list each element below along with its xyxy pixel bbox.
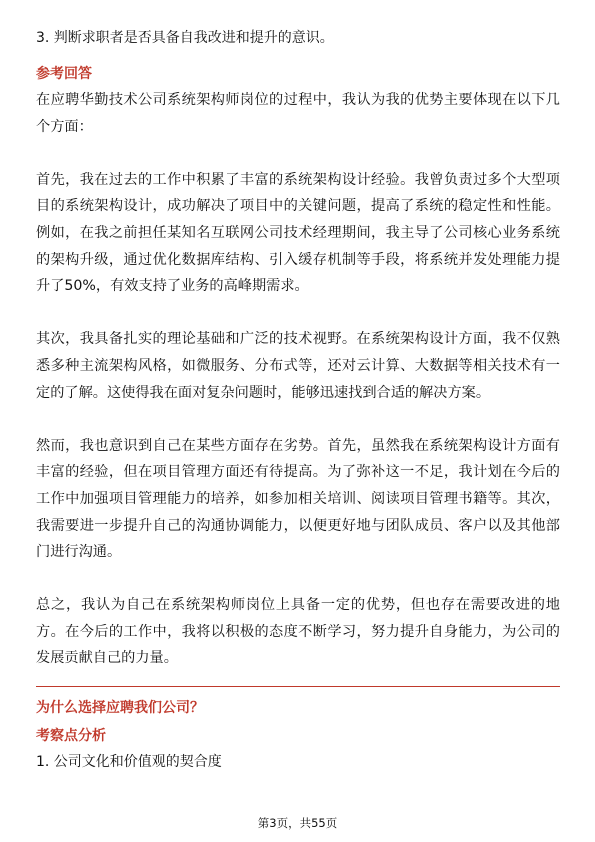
next-question-heading: 为什么选择应聘我们公司？: [36, 700, 204, 717]
analysis-heading: 考察点分析: [36, 728, 106, 745]
answer-paragraph-second: 其次，我具备扎实的理论基础和广泛的技术视野。在系统架构设计方面，我不仅熟悉多种主流架构风格，如微服务、分布式等，还对云计算、大数据等相关技术有一定的了解。这使得我在面对复杂问题时，能够迅速找到合适的解决方案。: [36, 331, 560, 401]
page-footer: 第3页，共55页: [257, 816, 338, 830]
answer-paragraph-weakness: 然而，我也意识到自己在某些方面存在劣势。首先，虽然我在系统架构设计方面有丰富的经验，但在项目管理方面还有待提高。为了弥补这一不足，我计划在今后的工作中加强项目管理能力的培养，如参加相关培训、阅读项目管理书籍等。其次，我需要进一步提升自己的沟通协调能力，以便更好地与团队成员、客户以及其他部门进行沟通。: [36, 437, 560, 561]
section-divider: [36, 686, 560, 687]
answer-paragraph-first: 首先，我在过去的工作中积累了丰富的系统架构设计经验。我曾负责过多个大型项目的系统架构设计，成功解决了项目中的关键问题，提高了系统的稳定性和性能。例如，在我之前担任某知名互联网公司技术经理期间，我主导了公司核心业务系统的架构升级，通过优化数据库结构、引入缓存机制等手段，将系统并发处理能力提升了50%，有效支持了业务的高峰期需求。: [36, 171, 560, 295]
answer-paragraph-intro: 在应聘华勤技术公司系统架构师岗位的过程中，我认为我的优势主要体现在以下几个方面：: [36, 92, 560, 135]
answer-heading: 参考回答: [36, 66, 92, 82]
analysis-point-1: 1. 公司文化和价值观的契合度: [36, 754, 222, 771]
answer-paragraph-summary: 总之，我认为自己在系统架构师岗位上具备一定的优势，但也存在需要改进的地方。在今后的工作中，我将以积极的态度不断学习，努力提升自身能力，为公司的发展贡献自己的力量。: [36, 597, 560, 667]
question-text: 3. 判断求职者是否具备自我改进和提升的意识。: [36, 30, 334, 46]
document-page: [36, 26, 560, 773]
